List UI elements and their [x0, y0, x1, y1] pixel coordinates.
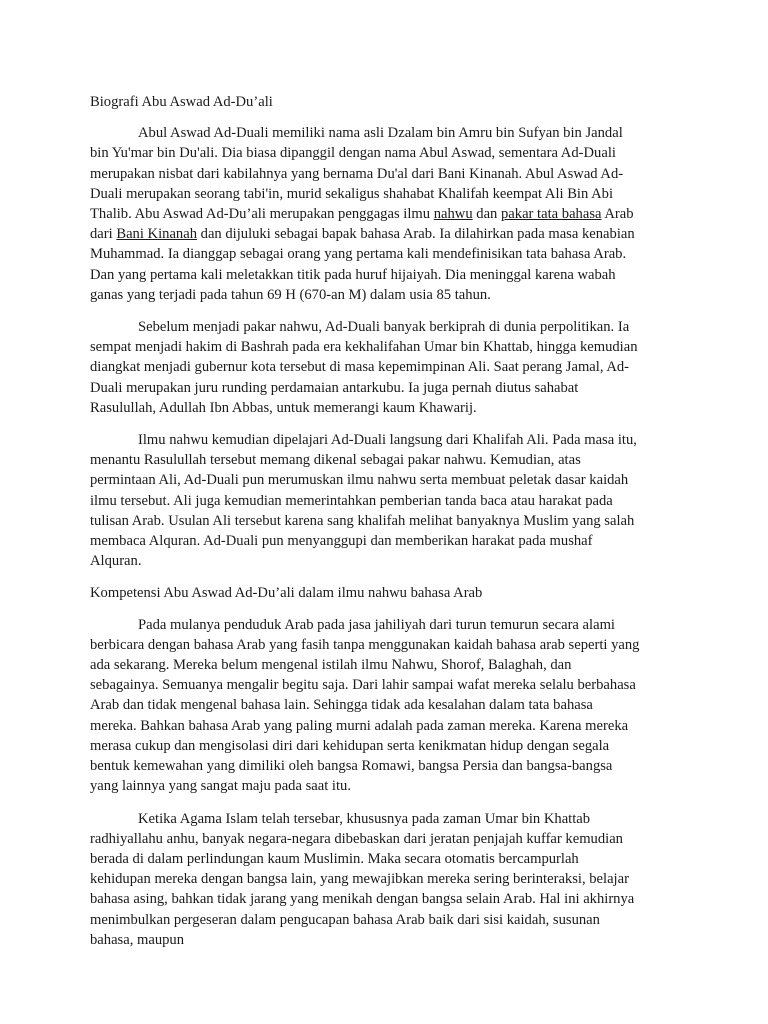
paragraph-biography-intro	[90, 123, 642, 305]
paragraph-pre-islamic-arabic: Pada mulanya penduduk Arab pada jasa jahiliyah dari turun temurun secara alami berbicara dengan bahasa Arab yang fasih tanpa menggunakan kaidah bahasa arab seperti yang ada sekarang. Mereka belum mengenal istilah ilmu Nahwu, Shorof, Balaghah, dan sebagainya. Semuanya mengalir begitu saja. Dari lahir sampai wafat mereka selalu berbahasa Arab dan tidak mengenal bahasa lain. Sehingga tidak ada kesalahan dalam tata bahasa mereka. Bahkan bahasa Arab yang paling murni adalah pada zaman mereka. Karena mereka merasa cukup dan mengisolasi diri dari kehidupan serta kenikmatan hidup dengan segala bentuk kemewahan yang dimiliki oleh bangsa Romawi, bangsa Persia dan bangsa-bangsa yang lainnya yang sangat maju pada saat itu.	[90, 616, 640, 795]
paragraph-nahwu-study: Ilmu nahwu kemudian dipelajari Ad-Duali langsung dari Khalifah Ali. Pada masa itu, menantu Rasulullah tersebut memang dikenal sebagai pakar nahwu. Kemudian, atas permintaan Ali, Ad-Duali pun merumuskan ilmu nahwu serta membuat peletak dasar kaidah ilmu tersebut. Ali juga kemudian memerintahkan pemberian tanda baca atau harakat pada tulisan Arab. Usulan Ali tersebut karena sang khalifah melihat banyaknya Muslim yang salah membaca Alquran. Ad-Duali pun menyanggupi dan memberikan harakat pada mushaf Alquran.	[90, 432, 637, 570]
paragraph-text: Arab dari	[90, 206, 634, 243]
document-title: Biografi Abu Aswad Ad-Du’ali	[90, 94, 273, 110]
paragraph-spread-of-islam: Ketika Agama Islam telah tersebar, khususnya pada zaman Umar bin Khattab radhiyallahu anhu, banyak negara-negara dibebaskan dari jeratan penjajah kuffar kemudian berada di dalam perlindungan kaum Muslimin. Maka secara otomatis bercampurlah kehidupan mereka dengan bangsa lain, yang mewajibkan mereka sering berinteraksi, belajar bahasa asing, bahkan tidak jarang yang menikah dengan bangsa selain Arab. Hal ini akhirnya menimbulkan pergeseran dalam pengucapan bahasa Arab baik dari sisi kaidah, susunan bahasa, maupun	[90, 810, 635, 948]
link-nahwu[interactable]: nahwu	[433, 206, 473, 223]
paragraph-politics: Sebelum menjadi pakar nahwu, Ad-Duali banyak berkiprah di dunia perpolitikan. Ia sempat menjadi hakim di Bashrah pada era kekhalifahan Umar bin Khattab, hingga kemudian diangkat menjadi gubernur kota tersebut di masa kepemimpinan Ali. Saat perang Jamal, Ad-Duali merupakan juru runding perdamaian antarkubu. Ia juga pernah diutus sahabat Rasulullah, Adullah Ibn Abbas, untuk memerangi kaum Khawarij.	[90, 319, 638, 416]
link-pakar-tata-bahasa[interactable]: pakar tata bahasa	[501, 206, 602, 223]
paragraph-text: Abul Aswad Ad-Duali memiliki nama asli Dzalam bin Amru bin Sufyan bin Jandal bin Yu'mar bin Du'ali. Dia biasa dipanggil dengan nama Abul Aswad, sementara Ad-Duali merupakan nisbat dari kabilahnya yang bernama Du'al dari Bani Kinanah. Abul Aswad Ad-Duali merupakan seorang tabi'in, murid sekaligus shahabat Khalifah keempat Ali Bin Abi Thalib. Abu Aswad Ad-Du’ali merupakan penggagas ilmu	[90, 125, 624, 223]
paragraph-text: dan	[472, 206, 501, 223]
paragraph-text: dan dijuluki sebagai bapak bahasa Arab. Ia dilahirkan pada masa kenabian Muhammad. Ia dianggap sebagai orang yang pertama kali mendefinisikan tata bahasa Arab. Dan yang pertama kali meletakkan titik pada huruf hijaiyah. Dia meninggal karena wabah ganas yang terjadi pada tahun 69 H (670-an M) dalam usia 85 tahun.	[90, 226, 635, 303]
section-subheading: Kompetensi Abu Aswad Ad-Du’ali dalam ilmu nahwu bahasa Arab	[90, 585, 483, 602]
link-bani-kinanah[interactable]: Bani Kinanah	[116, 226, 197, 243]
